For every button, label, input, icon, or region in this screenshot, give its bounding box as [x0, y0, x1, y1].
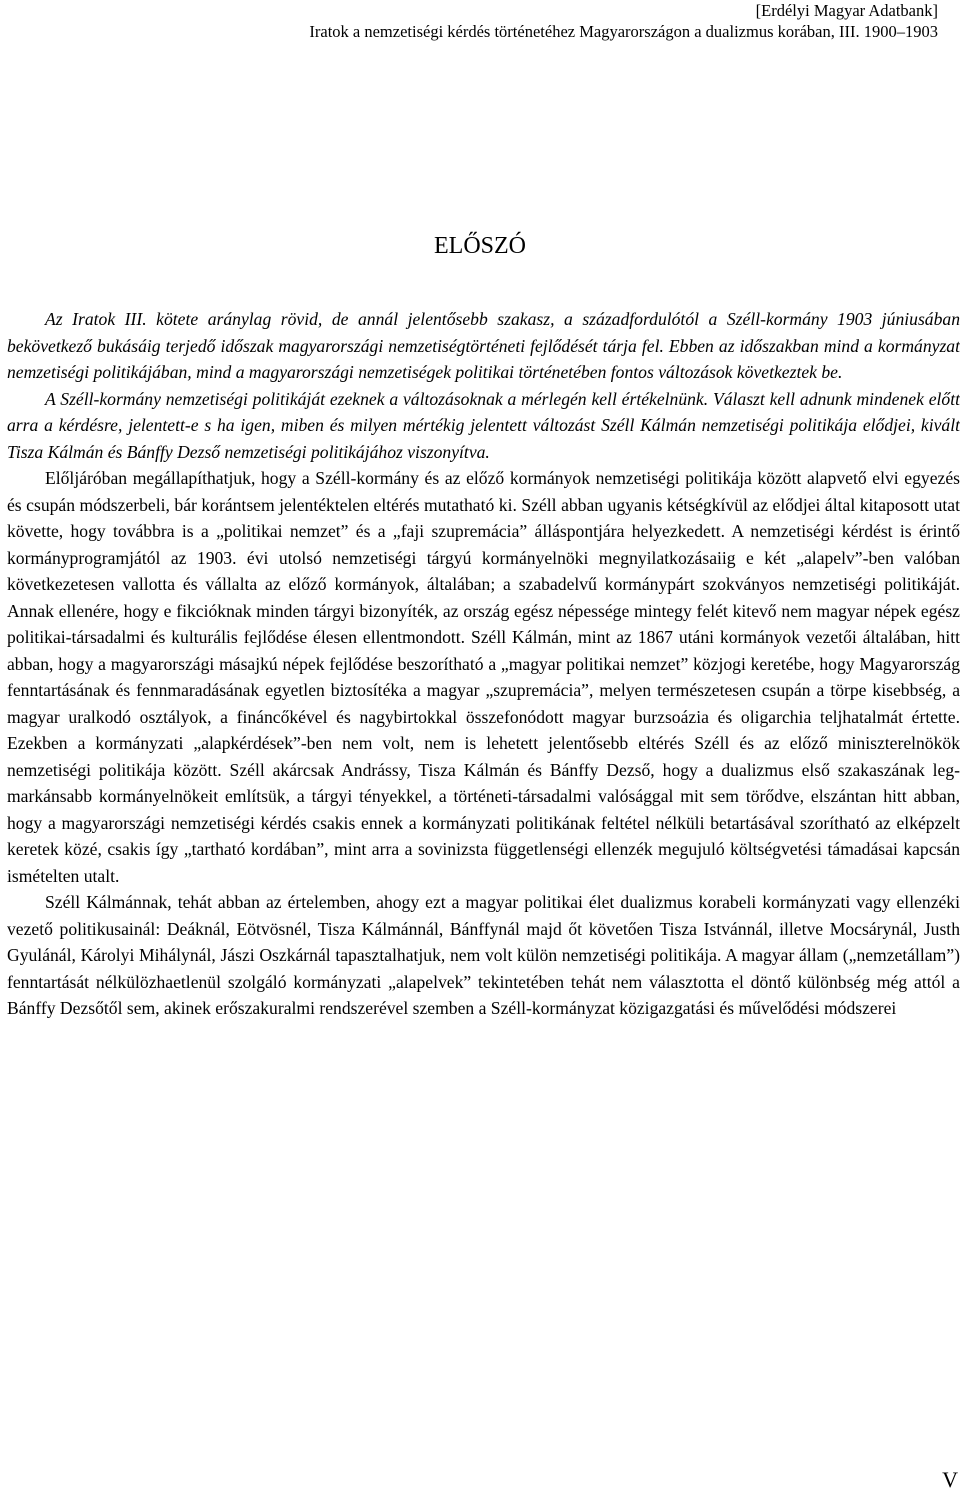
header-source: [Erdélyi Magyar Adatbank]	[755, 1, 938, 20]
page-number: V	[942, 1467, 958, 1492]
page-header	[18, 0, 938, 42]
paragraph-4: Széll Kálmánnak, tehát abban az értelemben, ahogy ezt a magyar politikai élet dualizmus korabeli kormányzati vagy ellenzéki vezető politikusainál: Deáknál, Eötvösnél, Tisza Kálmánnál, Bánffynál majd őt követően Tisza Istvánnál, illetve Mocsárynál, Justh Gyulánál, Károlyi Mihálynál, Jászi Oszkárnál tapasztalhatjuk, nem volt külön nemzetiségi politikája. A magyar állam („nemzetállam”) fenntartását nélkülözhaetlenül szolgáló kormányzati „alapelvek” tekintetében tehát nem választotta el döntő különbség még attól a Bánffy Dezsőtől sem, akinek erőszakuralmi rendszerével szemben a Széll-kormányzat közigazgatási és művelődési módszerei	[7, 892, 960, 1018]
body-text	[7, 306, 960, 1022]
page-title: ELŐSZÓ	[434, 233, 526, 259]
paragraph-2: A Széll-kormány nemzetiségi politikáját ezeknek a változásoknak a mérlegén kell értékelnünk. Választ kell adnunk mindenek előtt arra a kérdésre, jelentett-e s ha igen, miben és milyen mértékig jelentett változást Széll Kálmán nemzetiségi politikája elődjei, kivált Tisza Kálmán és Bánffy Dezső nemzetiségi politikájához viszonyítva.	[7, 388, 960, 462]
paragraph-1: Az Iratok III. kötete aránylag rövid, de annál jelentősebb szakasz, a századfordulótól a Széll-kormány 1903 júniusában bekövetkező bukásáig terjedő időszak magyarországi nemzetiségtörténeti fejlődését tárja fel. Ebben az időszakban mind a kormányzat nemzetiségi politikájában, mind a magyarországi nemzetiségek politikai történetében fontos változások következtek be.	[7, 309, 960, 382]
paragraph-3: Előljáróban megállapíthatjuk, hogy a Széll-kormány és az előző kormányok nemzetiségi politikája között alapvető elvi egyezés és csupán módszerbeli, bár korántsem jelentéktelen eltérés mutatható ki. Széll abban ugyanis kétségkívül az elődjei által kitaposott utat követte, hogy továbbra is a „politikai nemzet” és a „faji szupremácia” álláspontjára helyezkedett. A nemzetiségi kérdést is érintő kormányprogramjától az 1903. évi utolsó nemzetiségi tárgyú kormányelnöki megnyilatkozásaiig e két „alapelv”-ben valóban következetesen vallotta és vállalta az előző kormányok, általában; a szabadelvű kormánypárt szokványos nemzetiségi politikáját. Annak ellenére, hogy e fikcióknak minden tárgyi bizonyíték, az ország egész népessége mintegy felét kitevő nem magyar népek egész politikai-társadalmi és kulturális fejlődése élesen ellentmondott. Széll Kálmán, mint az 1867 utáni kormányok vezetői általában, hitt abban, hogy a magyarországi másajkú népek fejlődése beszorítható a „magyar politikai nemzet” közjogi keretébe, hogy Magyarország fenntartásának és fennmaradásának egyetlen biztosítéka a magyar „szupremácia”, melyen természetesen csupán a törpe kisebbség, a magyar uralkodó osztályok, a fináncőkével és nagybirtokkal összefonódott magyar burzsoázia és oligarchia teljhatalmát értette. Ezekben a kormányzati „alapkérdések”-ben nem volt, nem is lehetett jelentősebb eltérés Széll és az előző miniszterelnökök nemzetiségi politikája között. Széll akárcsak Andrássy, Tisza Kálmán és Bánffy Dezső, hogy a dualizmus első szakaszának legmarkánsabb kormányelnökeit említsük, a tárgyi tényekkel, a történeti-társadalmi valósággal mit sem törődve, elszántan hitt abban, hogy a magyarországi nemzetiségi kérdés csakis ennek a kormányzati politikának feltétel nélküli betartásával szorítható az elképzelt keretek közé, csakis így „tartható kordában”, mint arra a sovinizsta függetlenségi ellenzék megujuló költségvetési támadásai kapcsán ismételten utalt.	[7, 468, 960, 886]
header-book-title: Iratok a nemzetiségi kérdés történetéhez Magyarországon a dualizmus korában, III. 1900–1903	[309, 22, 938, 41]
